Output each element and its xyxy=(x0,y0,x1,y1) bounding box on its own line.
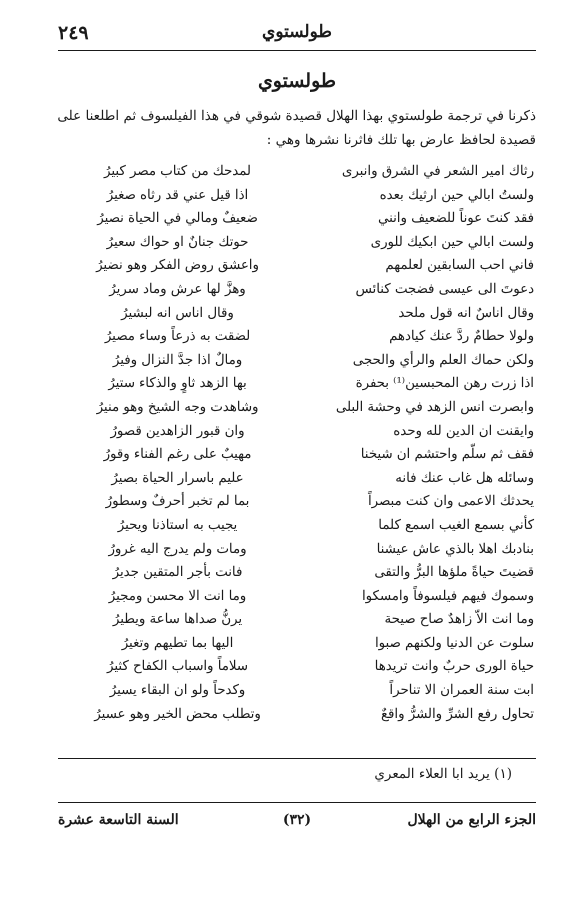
verse-line xyxy=(58,490,536,514)
verse-second-hemistich: بما لم تخبر أحرفٌ وسطورُ xyxy=(105,494,250,510)
verse-second-hemistich: وان قبور الزاهدين قصورُ xyxy=(110,423,245,439)
verse-second-hemistich: وما انت الا محسن ومجيرُ xyxy=(108,588,247,604)
verse-line xyxy=(58,420,536,444)
verse-first-hemistich: فاني احب السابقين لعلمهم xyxy=(385,258,534,274)
verse-line xyxy=(58,585,536,609)
page-number: ٢٤٩ xyxy=(58,22,89,44)
verse-line xyxy=(58,679,536,703)
verse-first-hemistich: وسائله هل غاب عنك فانه xyxy=(395,470,534,486)
verse-second-hemistich: لمدحك من كتاب مصر كبيرُ xyxy=(104,164,251,179)
verse-line xyxy=(58,655,536,679)
verse-line xyxy=(58,254,536,278)
article-title: طولستوي xyxy=(257,70,337,92)
verse-line xyxy=(58,207,536,231)
verse-first-hemistich: سلوت عن الدنيا ولكنهم صبوا xyxy=(374,635,534,651)
verse-first-hemistich: وايقنت ان الدين لله وحده xyxy=(393,423,534,439)
page-header xyxy=(58,20,536,48)
verse-second-hemistich: اذا قيل عني قد رثاه صغيرُ xyxy=(106,187,249,203)
verse-first-hemistich: رثاك امير الشعر في الشرق وانبرى xyxy=(341,164,534,179)
verse-second-hemistich: حوتك جنانٌ او حواك سعيرُ xyxy=(106,234,249,250)
verse-second-hemistich: وهزَّ لها عرش وماد سريرُ xyxy=(109,281,246,297)
verse-line xyxy=(58,703,536,727)
footnote: (١) يريد ابا العلاء المعري xyxy=(374,766,512,782)
verse-second-hemistich: ومالٌ اذا جدَّ النزال وفيرُ xyxy=(112,352,243,368)
verse-first-hemistich: اذا زرت رهن المحبسين⁽¹⁾ بحفرة xyxy=(355,376,534,392)
verse-line xyxy=(58,302,536,326)
verse-line xyxy=(58,349,536,373)
verse-first-hemistich: وقال اناسٌ انه قول ملحد xyxy=(398,305,534,321)
verse-second-hemistich: مهيبٌ على رغم الفناء وقورُ xyxy=(103,447,252,463)
verse-first-hemistich: وسموك فيهم فيلسوفاً وامسكوا xyxy=(361,588,534,604)
verse-line xyxy=(58,561,536,585)
verse-first-hemistich: حياة الورى حربٌ وانت تريدها xyxy=(374,659,534,675)
intro-line: ذكرنا في ترجمة طولستوي بهذا الهلال قصيدة شوقي في هذا الفيلسوف ثم اطلعنا على xyxy=(57,108,536,124)
verse-line xyxy=(58,467,536,491)
verse-first-hemistich: ولستُ ابالي حين ارثيك بعده xyxy=(379,187,534,203)
verse-first-hemistich: ولولا حطامٌ ردَّ عنك كيادهم xyxy=(389,329,534,345)
verse-second-hemistich: واعشق روض الفكر وهو نضيرُ xyxy=(96,258,259,274)
footer-rule xyxy=(58,802,536,803)
verse-first-hemistich: بنادبك اهلا بالذي عاش عيشنا xyxy=(376,541,534,557)
verse-line xyxy=(58,325,536,349)
verse-second-hemistich: فانت بأجر المتقين جديرُ xyxy=(112,565,243,581)
verse-line xyxy=(58,160,536,184)
verse-first-hemistich: يحدثك الاعمى وان كنت مبصراً xyxy=(367,494,534,510)
verse-second-hemistich: اليها بما تطيهم وتغيرُ xyxy=(121,635,234,651)
verse-line xyxy=(58,372,536,396)
intro-paragraph xyxy=(58,104,536,152)
verse-first-hemistich: قضيتَ حياةً ملؤها البرُّ والتقى xyxy=(374,565,534,581)
intro-line: قصيدة لحافظ عارض بها تلك فاثرنا نشرها وهي : xyxy=(266,132,536,148)
verse-first-hemistich: ابت سنة العمران الا تناحراً xyxy=(389,683,534,699)
verse-second-hemistich: وتطلب محض الخير وهو عسيرُ xyxy=(94,706,261,722)
page-footer xyxy=(58,812,536,836)
verse-line xyxy=(58,396,536,420)
verse-line xyxy=(58,538,536,562)
verse-second-hemistich: وكدحاً ولو ان البقاء يسيرُ xyxy=(109,683,246,699)
verse-line xyxy=(58,632,536,656)
verse-second-hemistich: وشاهدت وجه الشيخ وهو منيرُ xyxy=(96,399,259,415)
verse-second-hemistich: يجيب به استاذنا ويحيرُ xyxy=(117,517,238,533)
verse-first-hemistich: فقف ثم سلّم واحتشم ان شيخنا xyxy=(360,447,534,463)
verse-line xyxy=(58,231,536,255)
verse-first-hemistich: فقد كنتَ عوناً للضعيف وانني xyxy=(377,211,534,227)
verse-second-hemistich: بها الزهد ثاوٍ والذكاء ستيرُ xyxy=(108,376,247,392)
poem xyxy=(58,160,536,726)
footer-page-ref: (٣٢) xyxy=(282,812,312,828)
verse-first-hemistich: كأني بسمع الغيب اسمع كلما xyxy=(378,517,534,533)
verse-second-hemistich: يرنُّ صداها ساعة ويطيرُ xyxy=(112,612,243,628)
verse-first-hemistich: تحاول رفع الشرِّ والشرُّ واقعٌ xyxy=(380,706,534,722)
verse-second-hemistich: عليم باسرار الحياة بصيرُ xyxy=(111,470,244,486)
verse-line xyxy=(58,184,536,208)
verse-line xyxy=(58,443,536,467)
verse-second-hemistich: وقال اناس انه لبشيرُ xyxy=(121,305,234,321)
footer-issue: الجزء الرابع من الهلال xyxy=(407,812,536,828)
running-title: طولستوي xyxy=(262,22,332,42)
verse-first-hemistich: دعوتَ الى عيسى فضجت كنائس xyxy=(355,281,534,297)
footer-year: السنة التاسعة عشرة xyxy=(58,812,179,828)
verse-second-hemistich: ومات ولم يدرج اليه غرورُ xyxy=(108,541,247,557)
verse-first-hemistich: وما انت الاّ زاهدٌ صاح صيحة xyxy=(384,612,534,628)
book-page xyxy=(58,20,536,900)
verse-first-hemistich: ولست ابالي حين ابكيك للورى xyxy=(370,234,534,250)
verse-line xyxy=(58,514,536,538)
verse-line xyxy=(58,608,536,632)
verse-second-hemistich: سلاماً واسباب الكفاح كثيرُ xyxy=(107,659,248,675)
verse-first-hemistich: ولكن حماك العلم والرأي والحجى xyxy=(352,352,534,368)
verse-second-hemistich: لضقت به ذرعاً وساء مصيرُ xyxy=(104,329,251,345)
header-rule xyxy=(58,50,536,51)
footnote-rule xyxy=(58,758,536,759)
verse-line xyxy=(58,278,536,302)
verse-second-hemistich: ضعيفٌ ومالي في الحياة نصيرُ xyxy=(97,211,258,227)
verse-first-hemistich: وابصرت انس الزهد في وحشة البلى xyxy=(335,399,534,415)
